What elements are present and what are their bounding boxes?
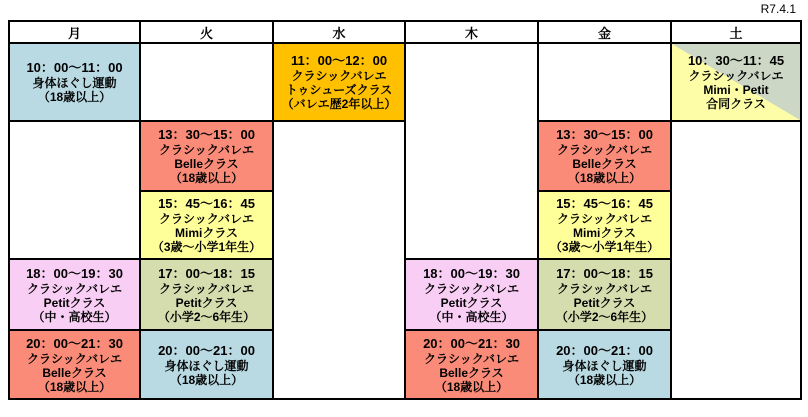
class-activity: 身体ほぐし運動	[32, 76, 117, 90]
class-name: Petitクラス	[43, 295, 106, 310]
class-target: （小学2～6年生）	[157, 309, 256, 324]
class-cell-tue-mimi	[140, 191, 273, 259]
class-name: トゥシューズクラス	[285, 83, 393, 97]
class-time-range: 15：45～16：45	[556, 196, 653, 211]
class-time-range: 20：00～21：00	[556, 342, 653, 358]
empty-cell-fri-morning	[538, 43, 671, 121]
class-name: Mimi・Petit	[703, 83, 769, 97]
class-time-range: 11：00～12：00	[290, 53, 388, 68]
class-cell-fri-mimi	[538, 191, 671, 259]
class-target: （18歳以上）	[567, 372, 642, 387]
class-cell-fri-stretch	[538, 330, 671, 399]
class-time-range: 13：30～15：00	[158, 127, 255, 142]
class-target: （3歳～小学1年生）	[151, 240, 262, 254]
class-name: Mimiクラス	[175, 226, 238, 240]
class-name: Petitクラス	[440, 295, 503, 310]
empty-cell-mon-afternoon	[9, 121, 140, 259]
revision-date-label: R7.4.1	[760, 2, 796, 16]
empty-cell-wed-rest	[273, 121, 405, 399]
class-target: （18歳以上）	[169, 171, 244, 185]
class-category: クラシックバレエ	[423, 351, 520, 366]
class-time-range: 20：00～21：00	[158, 342, 255, 358]
class-category: クラシックバレエ	[158, 143, 255, 157]
class-name: Belleクラス	[174, 157, 239, 171]
class-category: クラシックバレエ	[688, 69, 784, 83]
class-name: Petitクラス	[175, 295, 238, 310]
class-target: （18歳以上）	[434, 379, 509, 394]
class-time-range: 17：00～18：15	[158, 265, 255, 281]
class-category: クラシックバレエ	[158, 281, 255, 296]
class-category: クラシックバレエ	[158, 212, 255, 226]
empty-cell-thu-daytime	[405, 43, 538, 259]
class-time-range: 20：00～21：30	[423, 335, 520, 351]
day-header-sat: 土	[671, 21, 801, 43]
day-header-thu: 木	[405, 21, 538, 43]
class-target: （18歳以上）	[169, 372, 244, 387]
day-header-wed: 水	[273, 21, 405, 43]
class-time-range: 15：45～16：45	[158, 196, 255, 211]
day-header-row	[9, 21, 801, 43]
class-time-range: 18：00～19：30	[26, 265, 123, 281]
class-target: 合同クラス	[706, 97, 766, 111]
class-category: クラシックバレエ	[26, 351, 123, 366]
class-cell-fri-petit	[538, 259, 671, 330]
class-cell-sat-joint	[671, 43, 801, 121]
timetable-row-1	[9, 43, 801, 121]
class-cell-tue-stretch	[140, 330, 273, 399]
class-time-range: 13：30～15：00	[556, 127, 653, 142]
class-category: クラシックバレエ	[556, 281, 653, 296]
class-target: （中・高校生）	[429, 309, 514, 324]
class-target: （18歳以上）	[37, 379, 112, 394]
class-cell-mon-belle	[9, 330, 140, 399]
class-name: Belleクラス	[42, 365, 107, 380]
class-cell-fri-belle	[538, 121, 671, 191]
class-cell-wed-pointe	[273, 43, 405, 121]
class-category: クラシックバレエ	[291, 69, 387, 83]
class-cell-tue-petit	[140, 259, 273, 330]
class-time-range: 20：00～21：30	[26, 335, 123, 351]
class-name: Petitクラス	[573, 295, 636, 310]
class-cell-thu-petit	[405, 259, 538, 330]
class-target: （18歳以上）	[37, 90, 112, 104]
class-target: （バレエ歴2年以上）	[281, 97, 397, 111]
class-time-range: 17：00～18：15	[556, 265, 653, 281]
class-name: Belleクラス	[572, 157, 637, 171]
empty-cell-tue-morning	[140, 43, 273, 121]
class-target: （小学2～6年生）	[555, 309, 654, 324]
class-time-range: 10：30～11：45	[687, 53, 785, 68]
class-name: Mimiクラス	[573, 226, 636, 240]
class-time-range: 18：00～19：30	[423, 265, 520, 281]
class-activity: 身体ほぐし運動	[164, 358, 249, 373]
class-category: クラシックバレエ	[423, 281, 520, 296]
class-category: クラシックバレエ	[556, 212, 653, 226]
class-target: （3歳～小学1年生）	[549, 240, 660, 254]
day-header-mon: 月	[9, 21, 140, 43]
class-name: Belleクラス	[439, 365, 504, 380]
class-activity: 身体ほぐし運動	[562, 358, 647, 373]
class-cell-mon-petit	[9, 259, 140, 330]
empty-cell-sat-rest	[671, 121, 801, 399]
day-header-tue: 火	[140, 21, 273, 43]
class-target: （18歳以上）	[567, 171, 642, 185]
class-cell-thu-belle	[405, 330, 538, 399]
class-category: クラシックバレエ	[26, 281, 123, 296]
class-cell-tue-belle	[140, 121, 273, 191]
class-category: クラシックバレエ	[556, 143, 653, 157]
class-time-range: 10：00～11：00	[26, 60, 123, 75]
day-header-fri: 金	[538, 21, 671, 43]
class-cell-mon-stretch	[9, 43, 140, 121]
weekly-timetable	[8, 20, 802, 400]
class-target: （中・高校生）	[32, 309, 117, 324]
